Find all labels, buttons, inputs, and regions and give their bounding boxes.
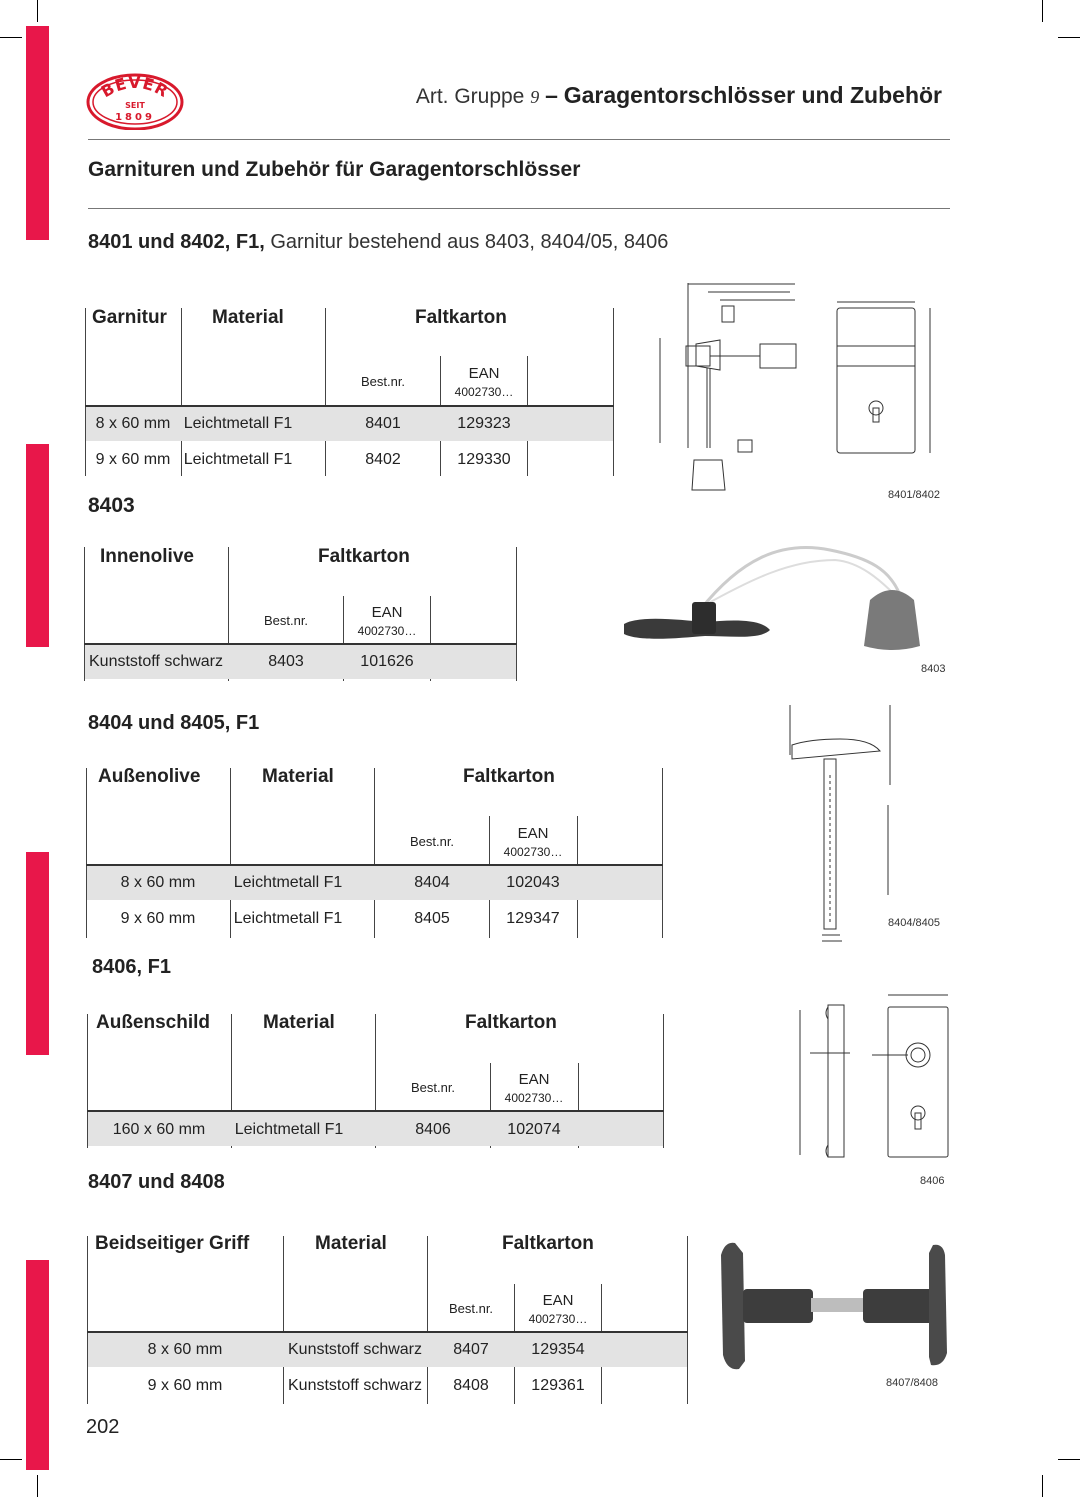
cell-nr: 8406 xyxy=(415,1121,451,1138)
bestnr-label: Best.nr. xyxy=(410,1080,456,1095)
cell-nr: 8402 xyxy=(365,451,401,468)
column-header: Faltkarton xyxy=(463,766,555,787)
cell-nr: 8407 xyxy=(453,1341,489,1358)
cell-ean: 129354 xyxy=(531,1341,585,1358)
header-title: Garagentorschlösser und Zubehör xyxy=(563,82,942,108)
ean-label: EAN xyxy=(468,365,500,382)
technical-drawing-8404 xyxy=(780,695,930,950)
cell-size: 9 x 60 mm xyxy=(120,910,196,927)
ean-prefix: 4002730… xyxy=(454,385,514,399)
cell-ean: 129323 xyxy=(457,415,511,432)
technical-drawing-8401 xyxy=(650,278,950,498)
product-photo-8403 xyxy=(620,540,940,670)
crop-mark xyxy=(37,0,38,22)
cell-material: Kunststoff schwarz xyxy=(288,1377,422,1394)
cell-nr: 8403 xyxy=(268,653,304,670)
cell-nr: 8408 xyxy=(453,1377,489,1394)
cell-nr: 8405 xyxy=(414,910,450,927)
cell-size: 9 x 60 mm xyxy=(95,451,171,468)
crop-mark xyxy=(1058,37,1080,38)
ean-label: EAN xyxy=(542,1292,574,1309)
section-title: Garnituren und Zubehör für Garagentorschlösser xyxy=(88,158,581,181)
column-header: Material xyxy=(262,766,334,787)
cell-material: Kunststoff schwarz xyxy=(288,1341,422,1358)
column-header: Material xyxy=(315,1233,387,1254)
cell-ean: 102074 xyxy=(507,1121,561,1138)
column-header: Faltkarton xyxy=(502,1233,594,1254)
ean-label: EAN xyxy=(517,825,549,842)
cell-ean: 102043 xyxy=(506,874,560,891)
table-8406-title: 8406, F1 xyxy=(92,956,171,978)
svg-text:1809: 1809 xyxy=(115,112,155,123)
table-8407-title: 8407 und 8408 xyxy=(88,1171,225,1193)
photo-caption: 8407/8408 xyxy=(886,1377,938,1389)
bestnr-label: Best.nr. xyxy=(409,834,455,849)
product-photo-8407 xyxy=(715,1235,955,1375)
column-header: Material xyxy=(263,1012,335,1033)
section-rule xyxy=(88,208,950,209)
ean-prefix: 4002730… xyxy=(503,845,563,859)
technical-drawing-8406 xyxy=(780,985,950,1170)
header-group-number: 9 xyxy=(530,87,540,107)
column-header: Außenolive xyxy=(98,766,201,787)
drawing-caption: 8406 xyxy=(920,1175,945,1187)
ean-label: EAN xyxy=(518,1071,550,1088)
drawing-caption: 8404/8405 xyxy=(888,917,940,929)
column-header: Faltkarton xyxy=(318,546,410,567)
cell-material: Leichtmetall F1 xyxy=(234,1121,344,1138)
column-header: Faltkarton xyxy=(465,1012,557,1033)
side-tab-marker xyxy=(26,1260,49,1470)
table-8404-title: 8404 und 8405, F1 xyxy=(88,712,260,734)
cell-nr: 8401 xyxy=(365,415,401,432)
cell-size: 9 x 60 mm xyxy=(147,1377,223,1394)
side-tab-marker xyxy=(26,852,49,1055)
page-number: 202 xyxy=(86,1416,120,1438)
cell-size: 8 x 60 mm xyxy=(95,415,171,432)
ean-prefix: 4002730… xyxy=(504,1091,564,1105)
column-header: Außenschild xyxy=(96,1012,211,1033)
crop-mark xyxy=(1042,0,1043,22)
crop-mark xyxy=(0,37,22,38)
photo-caption: 8403 xyxy=(921,663,946,675)
page-header xyxy=(416,82,942,109)
crop-mark xyxy=(1058,1459,1080,1460)
crop-mark xyxy=(1042,1475,1043,1497)
column-header: Faltkarton xyxy=(415,307,507,328)
cell-ean: 101626 xyxy=(360,653,414,670)
cell-material: Kunststoff schwarz xyxy=(89,653,223,670)
cell-material: Leichtmetall F1 xyxy=(233,910,343,927)
header-dash: – xyxy=(545,82,558,108)
column-header: Innenolive xyxy=(100,546,194,567)
drawing-caption: 8401/8402 xyxy=(888,489,940,501)
bestnr-label: Best.nr. xyxy=(448,1301,494,1316)
cell-material: Leichtmetall F1 xyxy=(183,415,293,432)
table-8401-title: 8401 und 8402, F1, Garnitur bestehend aus 8403, 8404/05, 8406 xyxy=(88,231,669,253)
svg-text:BEVER: BEVER xyxy=(97,72,173,102)
cell-ean: 129347 xyxy=(506,910,560,927)
side-tab-marker xyxy=(26,444,49,647)
crop-mark xyxy=(37,1475,38,1497)
cell-ean: 129361 xyxy=(531,1377,585,1394)
bever-logo xyxy=(86,70,184,130)
cell-material: Leichtmetall F1 xyxy=(183,451,293,468)
cell-material: Leichtmetall F1 xyxy=(233,874,343,891)
ean-label: EAN xyxy=(371,604,403,621)
svg-text:SEIT: SEIT xyxy=(125,101,145,110)
table-8403-title: 8403 xyxy=(88,494,135,517)
cell-size: 8 x 60 mm xyxy=(120,874,196,891)
ean-prefix: 4002730… xyxy=(528,1312,588,1326)
cell-ean: 129330 xyxy=(457,451,511,468)
column-header: Garnitur xyxy=(92,307,167,328)
side-tab-marker xyxy=(26,26,49,240)
column-header: Beidseitiger Griff xyxy=(95,1233,250,1254)
crop-mark xyxy=(0,1459,22,1460)
table-8401-subtitle: Garnitur bestehend aus 8403, 8404/05, 8406 xyxy=(270,231,669,253)
cell-nr: 8404 xyxy=(414,874,450,891)
column-header: Material xyxy=(212,307,284,328)
bestnr-label: Best.nr. xyxy=(263,613,309,628)
header-rule xyxy=(88,139,950,140)
bestnr-label: Best.nr. xyxy=(360,374,406,389)
cell-size: 8 x 60 mm xyxy=(147,1341,223,1358)
cell-size: 160 x 60 mm xyxy=(112,1121,206,1138)
header-prefix: Art. Gruppe xyxy=(415,85,525,108)
ean-prefix: 4002730… xyxy=(357,624,417,638)
